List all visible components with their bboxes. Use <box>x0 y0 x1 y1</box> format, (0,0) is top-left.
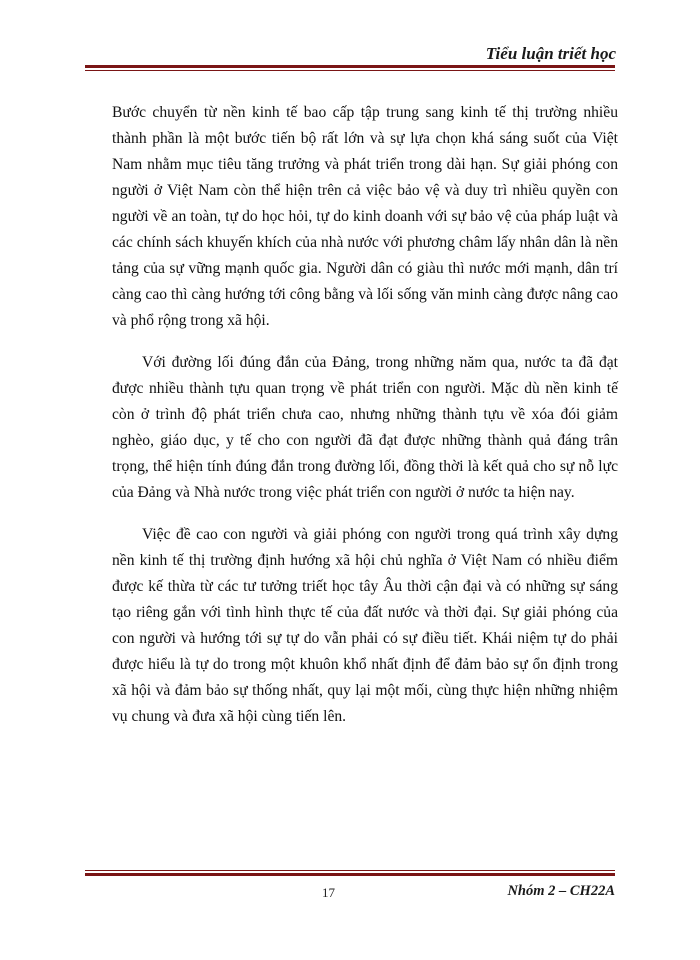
footer-group-label: Nhóm 2 – CH22A <box>507 883 615 899</box>
body-text <box>112 100 618 746</box>
footer-rule <box>85 870 615 876</box>
paragraph-1: Bước chuyển từ nền kinh tế bao cấp tập trung sang kinh tế thị trường nhiều thành phần là một bước tiến bộ rất lớn và sự lựa chọn khá sáng suốt của Việt Nam nhằm mục tiêu tăng trưởng và phát triển trong dài hạn. Sự giải phóng con người ở Việt Nam còn thể hiện trên cả việc bảo vệ và duy trì nhiều quyền con người về an toàn, tự do học hỏi, tự do kinh doanh với sự bảo vệ của pháp luật và các chính sách khuyến khích của nhà nước với phương châm lấy nhân dân là nền tảng của sự vững mạnh quốc gia. Người dân có giàu thì nước mới mạnh, dân trí càng cao thì càng hướng tới công bằng và lối sống văn minh càng được nâng cao và phổ rộng trong xã hội. <box>112 104 618 329</box>
header-rule <box>85 65 615 71</box>
header-title: Tiểu luận triết học <box>485 44 616 63</box>
paragraph-3: Việc đề cao con người và giải phóng con người trong quá trình xây dựng nền kinh tế thị trường định hướng xã hội chủ nghĩa ở Việt Nam có nhiều điểm được kế thừa từ các tư tưởng triết học tây Âu thời cận đại và có những sự sáng tạo riêng gắn với tình hình thực tế của đất nước và thời đại. Sự giải phóng của con người và hướng tới sự tự do vẫn phải có sự điều tiết. Khái niệm tự do phải được hiểu là tự do trong một khuôn khổ nhất định để đảm bảo sự ổn định trong xã hội và đảm bảo sự thống nhất, quy lại một mối, cùng thực hiện những nhiệm vụ chung và đưa xã hội cùng tiến lên. <box>112 526 618 725</box>
paragraph-2: Với đường lối đúng đắn của Đảng, trong những năm qua, nước ta đã đạt được nhiều thành tựu quan trọng về phát triển con người. Mặc dù nền kinh tế còn ở trình độ phát triển chưa cao, nhưng những thành tựu về xóa đói giảm nghèo, giáo dục, y tế cho con người đã đạt được những thành quả đáng trân trọng, thể hiện tính đúng đắn trong đường lối, đồng thời là kết quả cho sự nỗ lực của Đảng và Nhà nước trong việc phát triển con người ở nước ta hiện nay. <box>112 354 618 501</box>
page-number: 17 <box>322 885 335 900</box>
